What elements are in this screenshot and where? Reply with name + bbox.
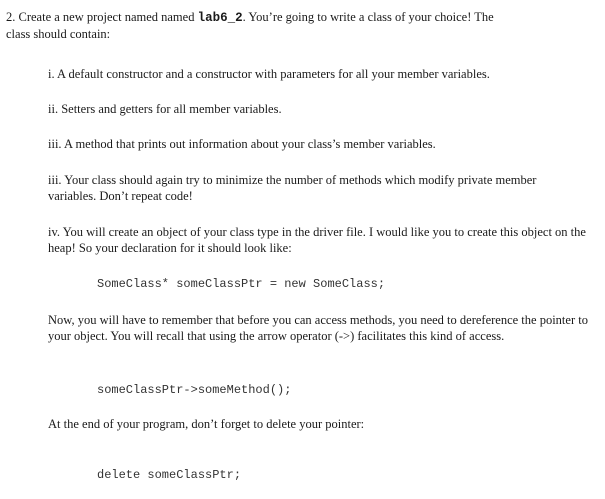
intro-text-line2: class should contain:	[6, 27, 111, 41]
project-name: lab6_2	[197, 11, 243, 25]
paragraph-delete-reminder: At the end of your program, don’t forget to delete your pointer:	[48, 417, 365, 431]
list-item-iii: iii. A method that prints out information about your class’s member variables.	[48, 137, 436, 151]
intro-text-after: . You’re going to write a class of your choice! The	[242, 10, 494, 24]
code-delete: delete someClassPtr;	[97, 468, 242, 482]
code-declaration: SomeClass* someClassPtr = new SomeClass;	[97, 277, 386, 291]
list-item-i: i. A default constructor and a constructor with parameters for all your member variables.	[48, 67, 490, 81]
question-intro	[6, 9, 591, 42]
intro-text-before: 2. Create a new project named named	[6, 10, 198, 24]
code-method-call: someClassPtr->someMethod();	[97, 383, 292, 397]
list-item-ii: ii. Setters and getters for all member variables.	[48, 102, 282, 116]
paragraph-dereference: Now, you will have to remember that before you can access methods, you need to dereference the pointer to your object. You will recall that using the arrow operator (->) facilitates this kind of access.	[48, 313, 588, 343]
list-item-iii-minimize: iii. Your class should again try to minimize the number of methods which modify private member variables. Don’t repeat code!	[48, 173, 537, 203]
list-item-iv: iv. You will create an object of your class type in the driver file. I would like you to create this object on the heap! So your declaration for it should look like:	[48, 225, 586, 255]
